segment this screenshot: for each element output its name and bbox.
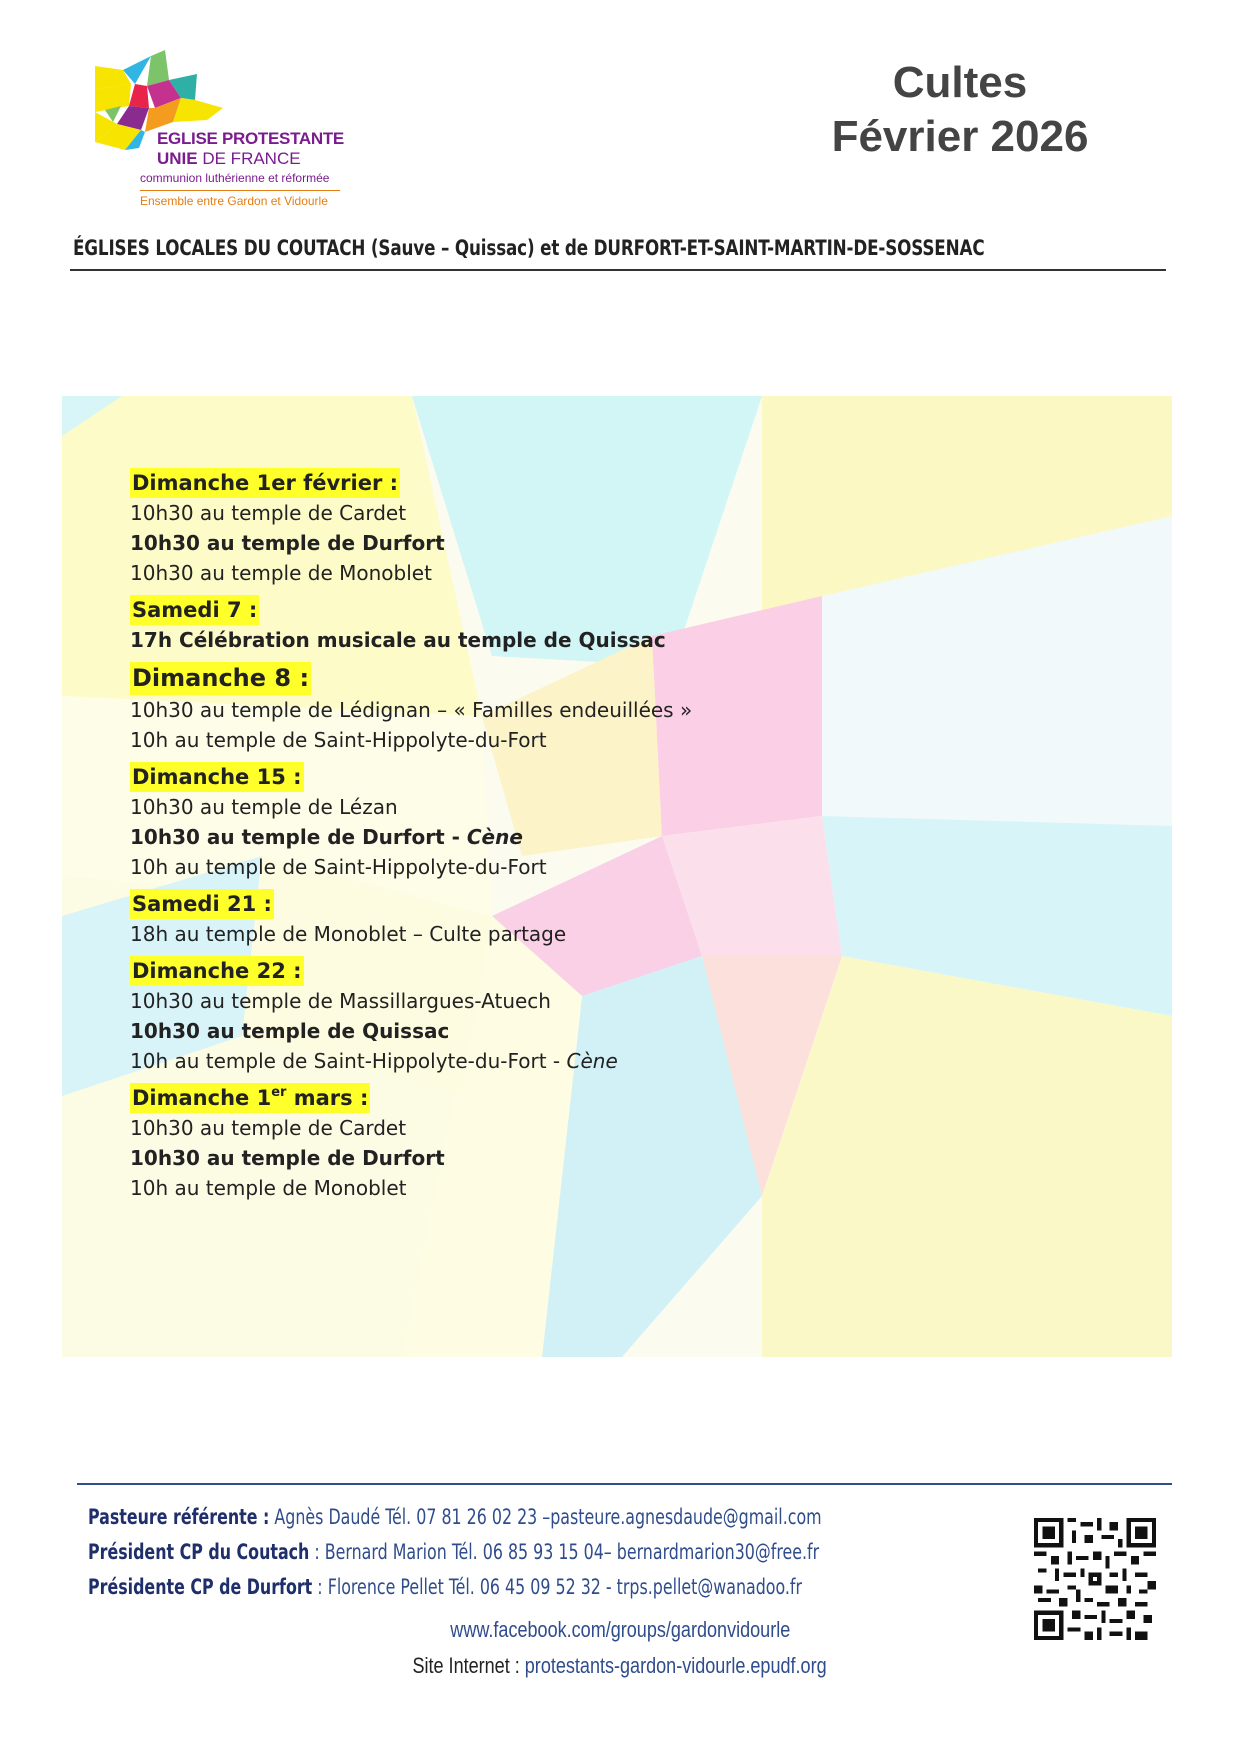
event-line: 10h au temple de Saint-Hippolyte-du-Fort (130, 855, 547, 879)
church-logo (95, 50, 395, 210)
event-line: 10h30 au temple de Lédignan – « Familles endeuillées » (130, 698, 693, 722)
header-rule (70, 269, 1166, 271)
event-day-label: Dimanche 22 : (130, 956, 304, 986)
website-line (0, 1653, 1240, 1679)
event-day-6 (130, 956, 1030, 1076)
contact-pasteure: Pasteure référente : Agnès Daudé Tél. 07 81 26 02 23 –pasteure.agnesdaude@gmail.com (88, 1505, 822, 1530)
event-line: 17h Célébration musicale au temple de Quissac (130, 628, 666, 652)
event-line: 10h30 au temple de Durfort (130, 531, 445, 555)
event-line: 10h30 au temple de Massillargues-Atuech (130, 989, 551, 1013)
schedule-panel (62, 396, 1172, 1357)
event-line: 10h30 au temple de Cardet (130, 501, 407, 525)
event-line: 10h30 au temple de Monoblet (130, 561, 432, 585)
website-label: Site Internet : (412, 1653, 526, 1678)
logo-divider (140, 190, 340, 191)
event-day-7 (130, 1083, 1030, 1203)
event-line: 10h au temple de Monoblet (130, 1176, 407, 1200)
footer-rule (77, 1483, 1172, 1485)
event-day-5 (130, 889, 1030, 949)
page-subtitle: ÉGLISES LOCALES DU COUTACH (Sauve – Quissac) et de DURFORT-ET-SAINT-MARTIN-DE-SOSSENAC (73, 236, 985, 261)
event-line: 10h30 au temple de Quissac (130, 1019, 450, 1043)
logo-line-4: Ensemble entre Gardon et Vidourle (140, 194, 328, 208)
event-line: 10h30 au temple de Durfort (130, 1146, 445, 1170)
title-line-1: Cultes (892, 58, 1028, 107)
contact-presidente-durfort: Présidente CP de Durfort : Florence Pellet Tél. 06 45 09 52 32 - trps.pellet@wanadoo.fr (88, 1575, 803, 1600)
event-day-2 (130, 595, 1030, 655)
page-title (790, 56, 1130, 164)
event-list (130, 468, 1030, 1210)
event-line: 10h au temple de Saint-Hippolyte-du-Fort (130, 728, 547, 752)
contact-list (88, 1500, 1088, 1605)
facebook-link[interactable]: www.facebook.com/groups/gardonvidourle (450, 1617, 790, 1642)
event-day-label: Samedi 7 : (130, 595, 259, 625)
logo-line-2: UNIE DE FRANCE (157, 149, 301, 168)
logo-line-3: communion luthérienne et réformée (140, 171, 330, 185)
logo-line-1: EGLISE PROTESTANTE (157, 129, 344, 148)
qr-code-icon (1034, 1518, 1156, 1640)
event-day-label: Dimanche 8 : (130, 662, 311, 695)
contact-president-coutach: Président CP du Coutach : Bernard Marion Tél. 06 85 93 15 04– bernardmarion30@free.fr (88, 1540, 820, 1565)
event-day-label: Dimanche 15 : (130, 762, 304, 792)
event-day-4 (130, 762, 1030, 882)
event-line: 10h30 au temple de Lézan (130, 795, 398, 819)
event-day-label: Samedi 21 : (130, 889, 274, 919)
event-day-1 (130, 468, 1030, 588)
event-day-3 (130, 662, 1030, 755)
event-day-label: Dimanche 1er février : (130, 468, 400, 498)
event-line: 10h30 au temple de Cardet (130, 1116, 407, 1140)
event-day-label: Dimanche 1er mars : (130, 1083, 370, 1113)
event-line: 10h30 au temple de Durfort - Cène (130, 825, 523, 849)
event-line: 10h au temple de Saint-Hippolyte-du-Fort - Cène (130, 1049, 618, 1073)
event-line: 18h au temple de Monoblet – Culte partage (130, 922, 567, 946)
website-link[interactable]: protestants-gardon-vidourle.epudf.org (525, 1653, 828, 1678)
title-line-2: Février 2026 (831, 112, 1089, 161)
